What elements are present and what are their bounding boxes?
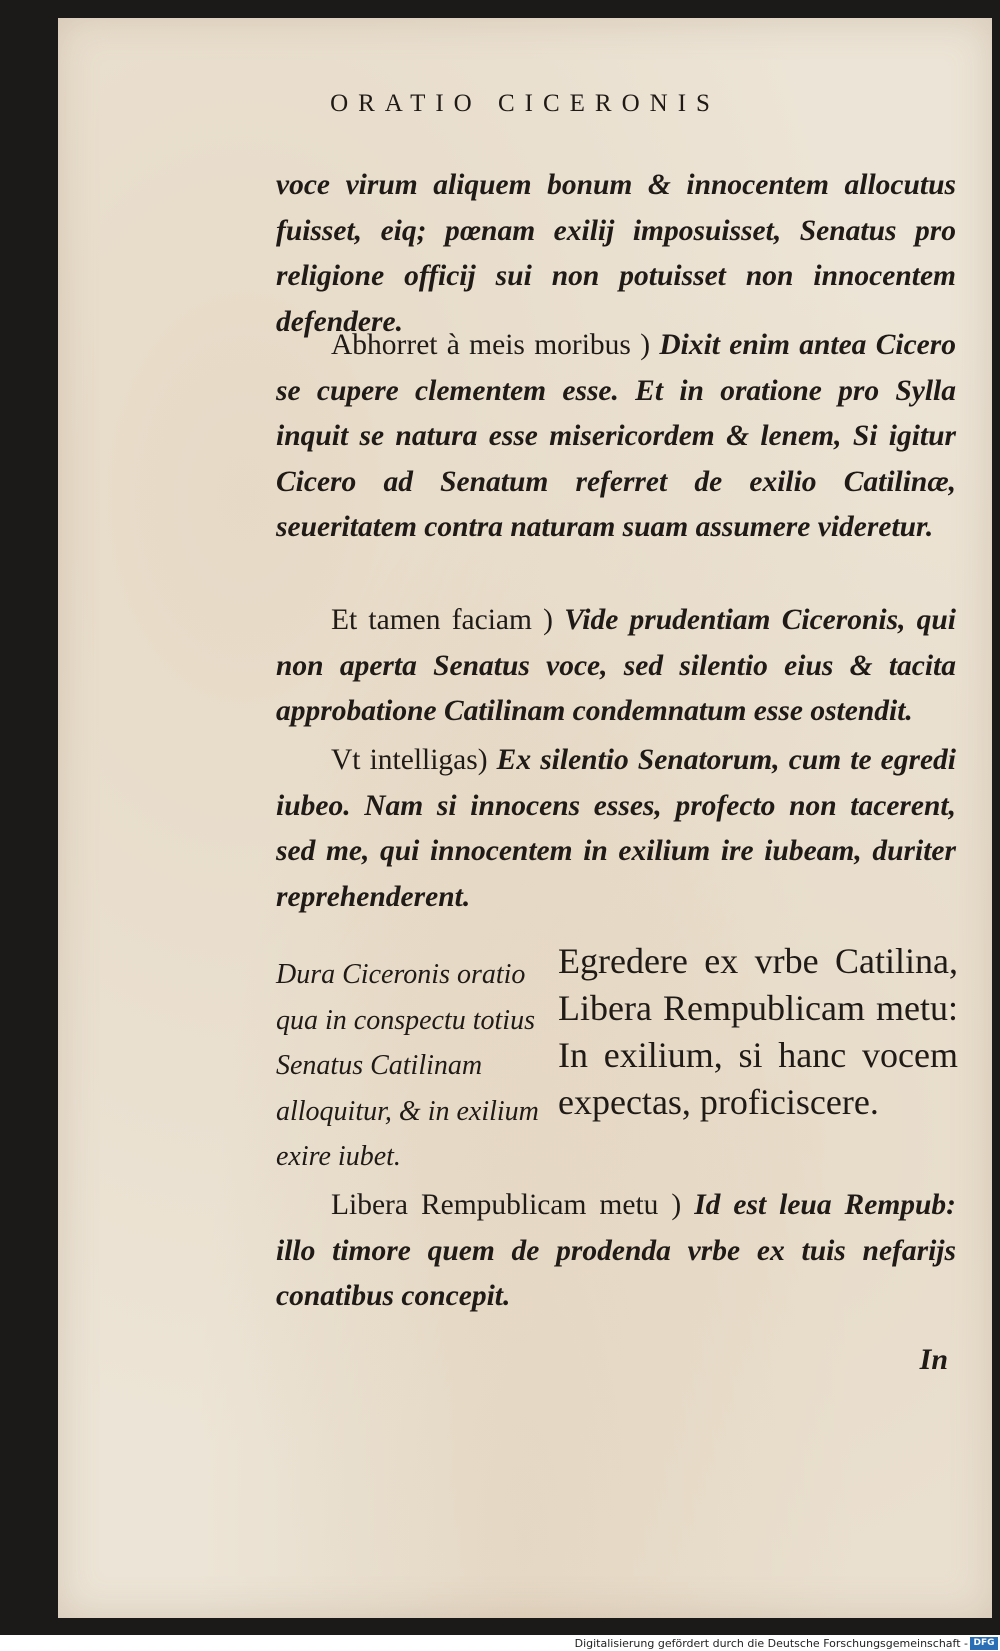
commentary-paragraph-4 [276, 738, 956, 920]
lemma-libera: Libera Rempublicam metu ) [331, 1189, 682, 1221]
footer-credit: Digitalisierung gefördert durch die Deutsche Forschungsgemeinschaft - [574, 1637, 968, 1650]
main-text-quote: Egredere ex vrbe Catilina, Libera Rempublicam metu: In exilium, si hanc vocem expectas, proficiscere. [558, 941, 958, 1122]
paragraph-1-text: voce virum aliquem bonum & innocentem allocutus fuisset, eiq; pœnam exilij imposuisset, Senatus pro religione officij sui non potuisset non innocentem defendere. [276, 169, 956, 338]
commentary-paragraph-1 [276, 163, 956, 345]
catchword: In [919, 1343, 948, 1376]
comment-et-tamen: Vide prudentiam Ciceronis, qui non aperta Senatus voce, sed silentio eius & tacita approbatione Catilinam condemnatum esse ostendit. [276, 604, 957, 727]
digitization-footer [0, 1635, 1000, 1651]
dfg-logo: DFG [970, 1637, 998, 1650]
comment-abhorret: Dixit enim antea Cicero se cupere clementem esse. Et in oratione pro Sylla inquit se natura esse misericordem & lenem, Si igitur Cicero ad Senatum referret de exilio Catilinæ, seueritatem contra naturam suam assumere videretur. [276, 329, 956, 543]
comment-libera: Id est leua Rempub: illo timore quem de prodenda vrbe ex tuis nefarijs conatibus concepit. [276, 1189, 956, 1312]
page-text [58, 18, 992, 1618]
running-head: ORATIO CICERONIS [330, 90, 720, 117]
comment-vt-intelligas: Ex silentio Senatorum, cum te egredi iubeo. Nam si innocens esses, profecto non tacerent, sed me, qui innocentem in exilium ire iubeam, duriter reprehenderent. [276, 744, 956, 913]
margin-note: Dura Ciceronis oratio qua in conspectu totius Senatus Catilinam alloquitur, & in exilium exire iubet. [276, 959, 539, 1172]
lemma-abhorret: Abhorret à meis moribus ) [331, 329, 651, 361]
lemma-vt-intelligas: Vt intelligas) [331, 744, 488, 776]
book-page [58, 18, 992, 1618]
commentary-paragraph-5 [276, 1183, 956, 1320]
commentary-paragraph-2 [276, 323, 956, 551]
commentary-paragraph-3 [276, 598, 956, 735]
lemma-et-tamen: Et tamen faciam ) [331, 604, 553, 636]
